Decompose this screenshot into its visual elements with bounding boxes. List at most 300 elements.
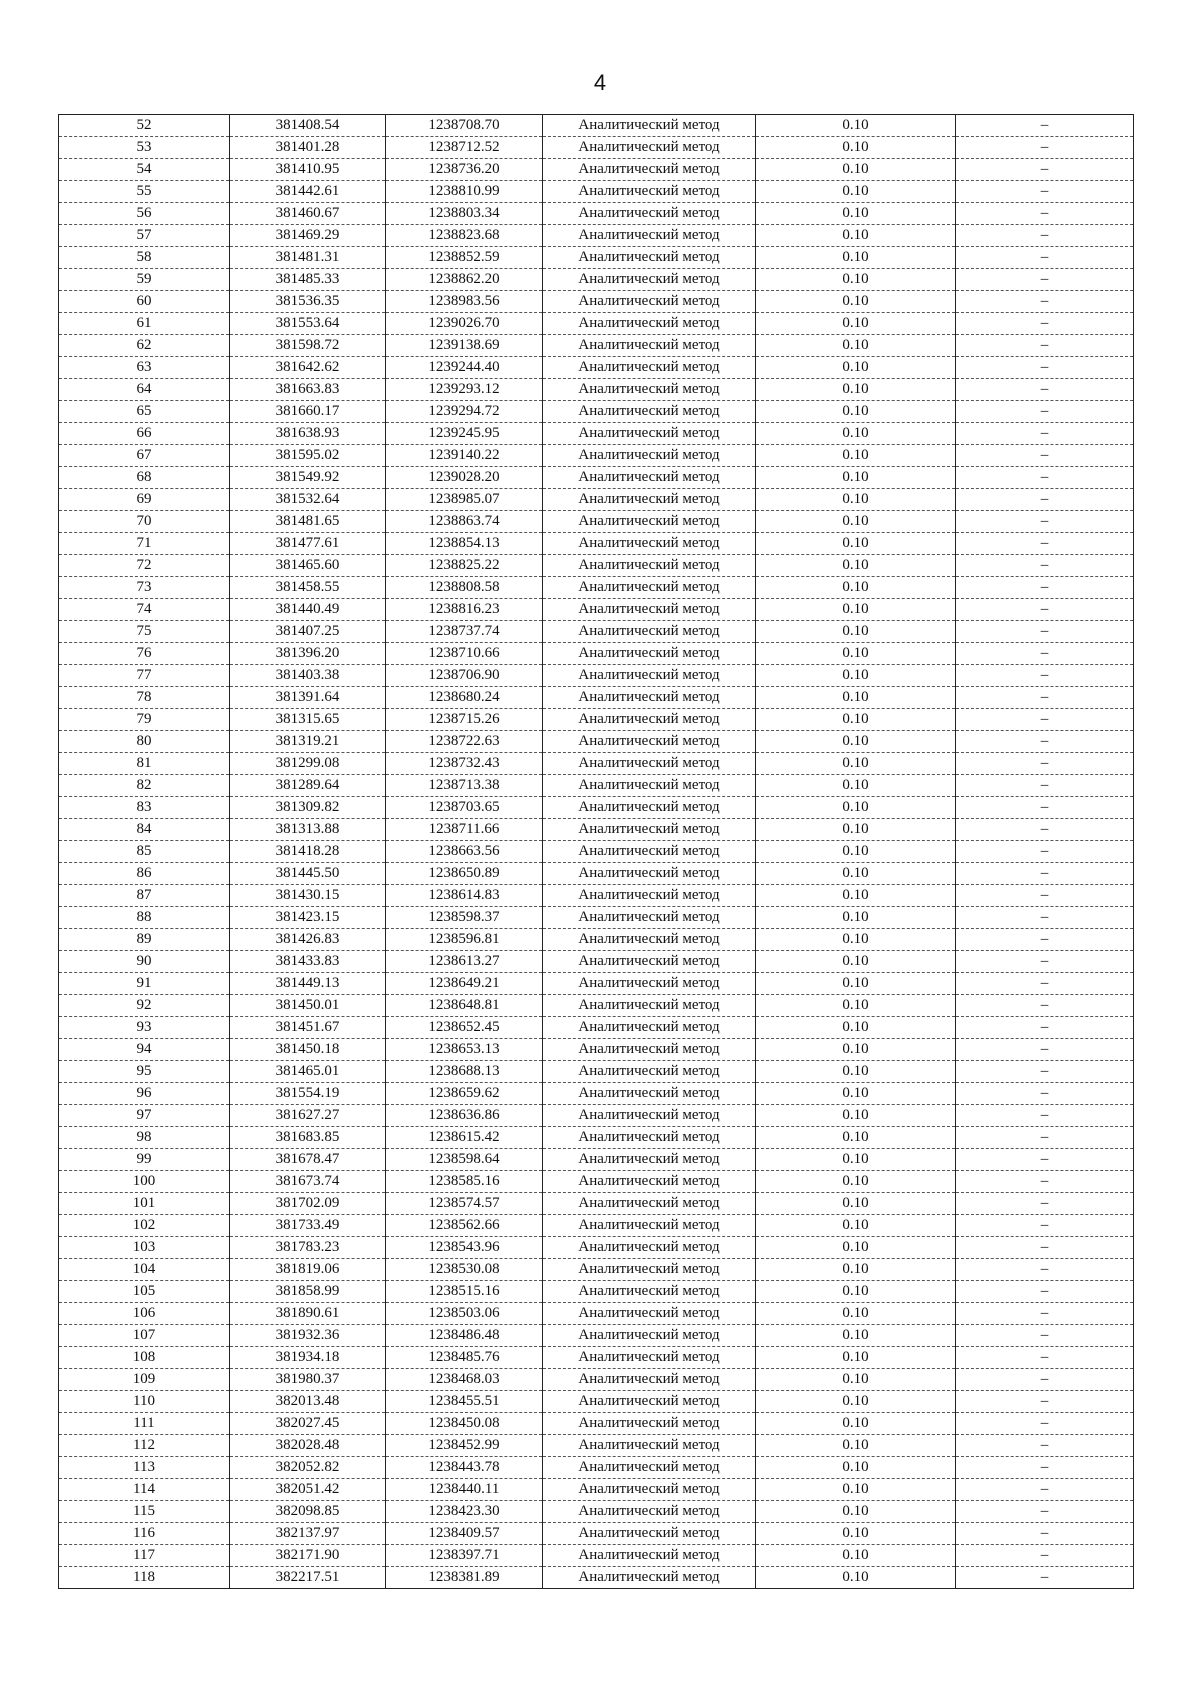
accuracy-cell: 0.10 [756,841,956,863]
x-coordinate-cell: 381980.37 [230,1369,386,1391]
point-number-cell: 106 [59,1303,230,1325]
y-coordinate-cell: 1238688.13 [386,1061,543,1083]
accuracy-cell: 0.10 [756,687,956,709]
accuracy-cell: 0.10 [756,665,956,687]
method-cell: Аналитический метод [543,1017,756,1039]
method-cell: Аналитический метод [543,1413,756,1435]
point-number-cell: 74 [59,599,230,621]
method-cell: Аналитический метод [543,665,756,687]
table-row [59,203,1134,225]
point-number-cell: 98 [59,1127,230,1149]
x-coordinate-cell: 381549.92 [230,467,386,489]
table-row [59,423,1134,445]
y-coordinate-cell: 1238983.56 [386,291,543,313]
method-cell: Аналитический метод [543,247,756,269]
method-cell: Аналитический метод [543,511,756,533]
x-coordinate-cell: 382013.48 [230,1391,386,1413]
point-number-cell: 60 [59,291,230,313]
x-coordinate-cell: 381702.09 [230,1193,386,1215]
method-cell: Аналитический метод [543,203,756,225]
accuracy-cell: 0.10 [756,1061,956,1083]
method-cell: Аналитический метод [543,1281,756,1303]
note-cell: – [956,313,1134,335]
table-row [59,577,1134,599]
accuracy-cell: 0.10 [756,357,956,379]
y-coordinate-cell: 1238543.96 [386,1237,543,1259]
point-number-cell: 87 [59,885,230,907]
accuracy-cell: 0.10 [756,401,956,423]
method-cell: Аналитический метод [543,445,756,467]
y-coordinate-cell: 1238485.76 [386,1347,543,1369]
accuracy-cell: 0.10 [756,1501,956,1523]
x-coordinate-cell: 382052.82 [230,1457,386,1479]
x-coordinate-cell: 381449.13 [230,973,386,995]
table-row [59,753,1134,775]
accuracy-cell: 0.10 [756,1369,956,1391]
y-coordinate-cell: 1238732.43 [386,753,543,775]
method-cell: Аналитический метод [543,1193,756,1215]
method-cell: Аналитический метод [543,621,756,643]
point-number-cell: 91 [59,973,230,995]
method-cell: Аналитический метод [543,1061,756,1083]
x-coordinate-cell: 381289.64 [230,775,386,797]
table-row [59,225,1134,247]
method-cell: Аналитический метод [543,599,756,621]
table-row [59,1567,1134,1589]
y-coordinate-cell: 1238450.08 [386,1413,543,1435]
accuracy-cell: 0.10 [756,1259,956,1281]
method-cell: Аналитический метод [543,1127,756,1149]
note-cell: – [956,203,1134,225]
accuracy-cell: 0.10 [756,1347,956,1369]
point-number-cell: 70 [59,511,230,533]
accuracy-cell: 0.10 [756,753,956,775]
point-number-cell: 76 [59,643,230,665]
x-coordinate-cell: 381396.20 [230,643,386,665]
x-coordinate-cell: 381315.65 [230,709,386,731]
note-cell: – [956,665,1134,687]
accuracy-cell: 0.10 [756,1435,956,1457]
y-coordinate-cell: 1238614.83 [386,885,543,907]
table-row [59,555,1134,577]
point-number-cell: 68 [59,467,230,489]
note-cell: – [956,467,1134,489]
accuracy-cell: 0.10 [756,1149,956,1171]
y-coordinate-cell: 1238854.13 [386,533,543,555]
accuracy-cell: 0.10 [756,555,956,577]
note-cell: – [956,1281,1134,1303]
point-number-cell: 93 [59,1017,230,1039]
table-row [59,951,1134,973]
note-cell: – [956,533,1134,555]
method-cell: Аналитический метод [543,819,756,841]
method-cell: Аналитический метод [543,489,756,511]
x-coordinate-cell: 382028.48 [230,1435,386,1457]
point-number-cell: 58 [59,247,230,269]
x-coordinate-cell: 381554.19 [230,1083,386,1105]
note-cell: – [956,1171,1134,1193]
method-cell: Аналитический метод [543,1369,756,1391]
accuracy-cell: 0.10 [756,1303,956,1325]
point-number-cell: 115 [59,1501,230,1523]
accuracy-cell: 0.10 [756,731,956,753]
accuracy-cell: 0.10 [756,1215,956,1237]
note-cell: – [956,819,1134,841]
note-cell: – [956,1369,1134,1391]
point-number-cell: 77 [59,665,230,687]
method-cell: Аналитический метод [543,313,756,335]
point-number-cell: 67 [59,445,230,467]
note-cell: – [956,709,1134,731]
x-coordinate-cell: 381410.95 [230,159,386,181]
table-row [59,863,1134,885]
accuracy-cell: 0.10 [756,797,956,819]
method-cell: Аналитический метод [543,1215,756,1237]
point-number-cell: 83 [59,797,230,819]
y-coordinate-cell: 1238722.63 [386,731,543,753]
y-coordinate-cell: 1238440.11 [386,1479,543,1501]
y-coordinate-cell: 1239140.22 [386,445,543,467]
accuracy-cell: 0.10 [756,269,956,291]
note-cell: – [956,1501,1134,1523]
table-row [59,137,1134,159]
point-number-cell: 59 [59,269,230,291]
y-coordinate-cell: 1238680.24 [386,687,543,709]
y-coordinate-cell: 1238653.13 [386,1039,543,1061]
method-cell: Аналитический метод [543,379,756,401]
x-coordinate-cell: 381819.06 [230,1259,386,1281]
x-coordinate-cell: 381858.99 [230,1281,386,1303]
x-coordinate-cell: 381673.74 [230,1171,386,1193]
accuracy-cell: 0.10 [756,973,956,995]
y-coordinate-cell: 1238530.08 [386,1259,543,1281]
method-cell: Аналитический метод [543,555,756,577]
y-coordinate-cell: 1238503.06 [386,1303,543,1325]
method-cell: Аналитический метод [543,1545,756,1567]
method-cell: Аналитический метод [543,995,756,1017]
accuracy-cell: 0.10 [756,225,956,247]
accuracy-cell: 0.10 [756,1391,956,1413]
x-coordinate-cell: 382217.51 [230,1567,386,1589]
method-cell: Аналитический метод [543,1083,756,1105]
method-cell: Аналитический метод [543,1039,756,1061]
point-number-cell: 71 [59,533,230,555]
point-number-cell: 90 [59,951,230,973]
note-cell: – [956,115,1134,137]
y-coordinate-cell: 1238468.03 [386,1369,543,1391]
table-row [59,1193,1134,1215]
method-cell: Аналитический метод [543,137,756,159]
note-cell: – [956,1457,1134,1479]
x-coordinate-cell: 381445.50 [230,863,386,885]
accuracy-cell: 0.10 [756,819,956,841]
x-coordinate-cell: 382051.42 [230,1479,386,1501]
y-coordinate-cell: 1238649.21 [386,973,543,995]
point-number-cell: 52 [59,115,230,137]
table-row [59,1369,1134,1391]
accuracy-cell: 0.10 [756,247,956,269]
y-coordinate-cell: 1238862.20 [386,269,543,291]
x-coordinate-cell: 381408.54 [230,115,386,137]
table-row [59,1281,1134,1303]
x-coordinate-cell: 381642.62 [230,357,386,379]
note-cell: – [956,1127,1134,1149]
note-cell: – [956,1193,1134,1215]
table-row [59,533,1134,555]
accuracy-cell: 0.10 [756,577,956,599]
method-cell: Аналитический метод [543,907,756,929]
table-row [59,841,1134,863]
note-cell: – [956,269,1134,291]
accuracy-cell: 0.10 [756,1237,956,1259]
table-row [59,1479,1134,1501]
method-cell: Аналитический метод [543,973,756,995]
table-row [59,467,1134,489]
point-number-cell: 97 [59,1105,230,1127]
accuracy-cell: 0.10 [756,643,956,665]
table-row [59,1435,1134,1457]
point-number-cell: 73 [59,577,230,599]
table-row [59,1171,1134,1193]
y-coordinate-cell: 1238598.64 [386,1149,543,1171]
table-row [59,1457,1134,1479]
y-coordinate-cell: 1238706.90 [386,665,543,687]
method-cell: Аналитический метод [543,401,756,423]
x-coordinate-cell: 381536.35 [230,291,386,313]
y-coordinate-cell: 1238598.37 [386,907,543,929]
accuracy-cell: 0.10 [756,445,956,467]
note-cell: – [956,137,1134,159]
y-coordinate-cell: 1239294.72 [386,401,543,423]
point-number-cell: 116 [59,1523,230,1545]
x-coordinate-cell: 381627.27 [230,1105,386,1127]
y-coordinate-cell: 1238455.51 [386,1391,543,1413]
x-coordinate-cell: 381460.67 [230,203,386,225]
x-coordinate-cell: 381418.28 [230,841,386,863]
y-coordinate-cell: 1238863.74 [386,511,543,533]
accuracy-cell: 0.10 [756,709,956,731]
table-row [59,269,1134,291]
y-coordinate-cell: 1238703.65 [386,797,543,819]
accuracy-cell: 0.10 [756,995,956,1017]
note-cell: – [956,643,1134,665]
method-cell: Аналитический метод [543,1391,756,1413]
note-cell: – [956,1545,1134,1567]
table-row [59,731,1134,753]
note-cell: – [956,775,1134,797]
table-row [59,819,1134,841]
accuracy-cell: 0.10 [756,907,956,929]
point-number-cell: 80 [59,731,230,753]
accuracy-cell: 0.10 [756,379,956,401]
y-coordinate-cell: 1238574.57 [386,1193,543,1215]
note-cell: – [956,1413,1134,1435]
x-coordinate-cell: 381313.88 [230,819,386,841]
method-cell: Аналитический метод [543,181,756,203]
x-coordinate-cell: 381458.55 [230,577,386,599]
method-cell: Аналитический метод [543,1435,756,1457]
y-coordinate-cell: 1238663.56 [386,841,543,863]
table-row [59,1325,1134,1347]
point-number-cell: 100 [59,1171,230,1193]
table-row [59,159,1134,181]
y-coordinate-cell: 1238710.66 [386,643,543,665]
note-cell: – [956,1303,1134,1325]
table-row [59,1237,1134,1259]
x-coordinate-cell: 381660.17 [230,401,386,423]
x-coordinate-cell: 382137.97 [230,1523,386,1545]
coordinates-table [58,114,1134,1589]
table-row [59,621,1134,643]
table-row [59,973,1134,995]
x-coordinate-cell: 381532.64 [230,489,386,511]
note-cell: – [956,159,1134,181]
note-cell: – [956,1567,1134,1589]
method-cell: Аналитический метод [543,225,756,247]
method-cell: Аналитический метод [543,1259,756,1281]
table-row [59,1149,1134,1171]
table-row [59,511,1134,533]
point-number-cell: 61 [59,313,230,335]
method-cell: Аналитический метод [543,269,756,291]
table-row [59,643,1134,665]
table-row [59,1039,1134,1061]
table-row [59,929,1134,951]
method-cell: Аналитический метод [543,863,756,885]
point-number-cell: 69 [59,489,230,511]
table-row [59,599,1134,621]
table-row [59,1061,1134,1083]
table-row [59,401,1134,423]
note-cell: – [956,1479,1134,1501]
accuracy-cell: 0.10 [756,599,956,621]
point-number-cell: 66 [59,423,230,445]
y-coordinate-cell: 1238825.22 [386,555,543,577]
x-coordinate-cell: 381553.64 [230,313,386,335]
note-cell: – [956,731,1134,753]
y-coordinate-cell: 1238816.23 [386,599,543,621]
point-number-cell: 108 [59,1347,230,1369]
y-coordinate-cell: 1239138.69 [386,335,543,357]
y-coordinate-cell: 1238715.26 [386,709,543,731]
method-cell: Аналитический метод [543,1523,756,1545]
y-coordinate-cell: 1238423.30 [386,1501,543,1523]
note-cell: – [956,797,1134,819]
y-coordinate-cell: 1238852.59 [386,247,543,269]
note-cell: – [956,753,1134,775]
y-coordinate-cell: 1238486.48 [386,1325,543,1347]
table-row [59,445,1134,467]
x-coordinate-cell: 381403.38 [230,665,386,687]
y-coordinate-cell: 1238712.52 [386,137,543,159]
method-cell: Аналитический метод [543,533,756,555]
x-coordinate-cell: 381442.61 [230,181,386,203]
point-number-cell: 55 [59,181,230,203]
point-number-cell: 82 [59,775,230,797]
y-coordinate-cell: 1238515.16 [386,1281,543,1303]
table-row [59,775,1134,797]
note-cell: – [956,599,1134,621]
table-row [59,181,1134,203]
x-coordinate-cell: 381783.23 [230,1237,386,1259]
page-number: 4 [593,70,607,95]
note-cell: – [956,841,1134,863]
note-cell: – [956,1149,1134,1171]
point-number-cell: 84 [59,819,230,841]
point-number-cell: 53 [59,137,230,159]
table-row [59,1017,1134,1039]
y-coordinate-cell: 1238585.16 [386,1171,543,1193]
x-coordinate-cell: 381638.93 [230,423,386,445]
method-cell: Аналитический метод [543,1237,756,1259]
y-coordinate-cell: 1238443.78 [386,1457,543,1479]
note-cell: – [956,181,1134,203]
note-cell: – [956,1017,1134,1039]
y-coordinate-cell: 1238650.89 [386,863,543,885]
note-cell: – [956,907,1134,929]
method-cell: Аналитический метод [543,775,756,797]
note-cell: – [956,291,1134,313]
coordinates-table-body [59,115,1134,1589]
table-row [59,115,1134,137]
point-number-cell: 99 [59,1149,230,1171]
method-cell: Аналитический метод [543,1171,756,1193]
x-coordinate-cell: 381465.01 [230,1061,386,1083]
point-number-cell: 110 [59,1391,230,1413]
table-row [59,1215,1134,1237]
table-row [59,907,1134,929]
point-number-cell: 81 [59,753,230,775]
y-coordinate-cell: 1239028.20 [386,467,543,489]
x-coordinate-cell: 381309.82 [230,797,386,819]
table-row [59,247,1134,269]
note-cell: – [956,489,1134,511]
x-coordinate-cell: 381485.33 [230,269,386,291]
method-cell: Аналитический метод [543,731,756,753]
table-row [59,687,1134,709]
accuracy-cell: 0.10 [756,885,956,907]
note-cell: – [956,621,1134,643]
table-row [59,335,1134,357]
accuracy-cell: 0.10 [756,181,956,203]
x-coordinate-cell: 382027.45 [230,1413,386,1435]
method-cell: Аналитический метод [543,357,756,379]
accuracy-cell: 0.10 [756,335,956,357]
accuracy-cell: 0.10 [756,291,956,313]
point-number-cell: 86 [59,863,230,885]
table-row [59,357,1134,379]
accuracy-cell: 0.10 [756,1325,956,1347]
method-cell: Аналитический метод [543,423,756,445]
point-number-cell: 103 [59,1237,230,1259]
x-coordinate-cell: 381319.21 [230,731,386,753]
method-cell: Аналитический метод [543,1567,756,1589]
point-number-cell: 111 [59,1413,230,1435]
point-number-cell: 56 [59,203,230,225]
accuracy-cell: 0.10 [756,1039,956,1061]
accuracy-cell: 0.10 [756,1017,956,1039]
table-row [59,489,1134,511]
note-cell: – [956,577,1134,599]
note-cell: – [956,401,1134,423]
point-number-cell: 102 [59,1215,230,1237]
point-number-cell: 92 [59,995,230,1017]
x-coordinate-cell: 381932.36 [230,1325,386,1347]
note-cell: – [956,247,1134,269]
point-number-cell: 95 [59,1061,230,1083]
x-coordinate-cell: 381430.15 [230,885,386,907]
note-cell: – [956,1325,1134,1347]
